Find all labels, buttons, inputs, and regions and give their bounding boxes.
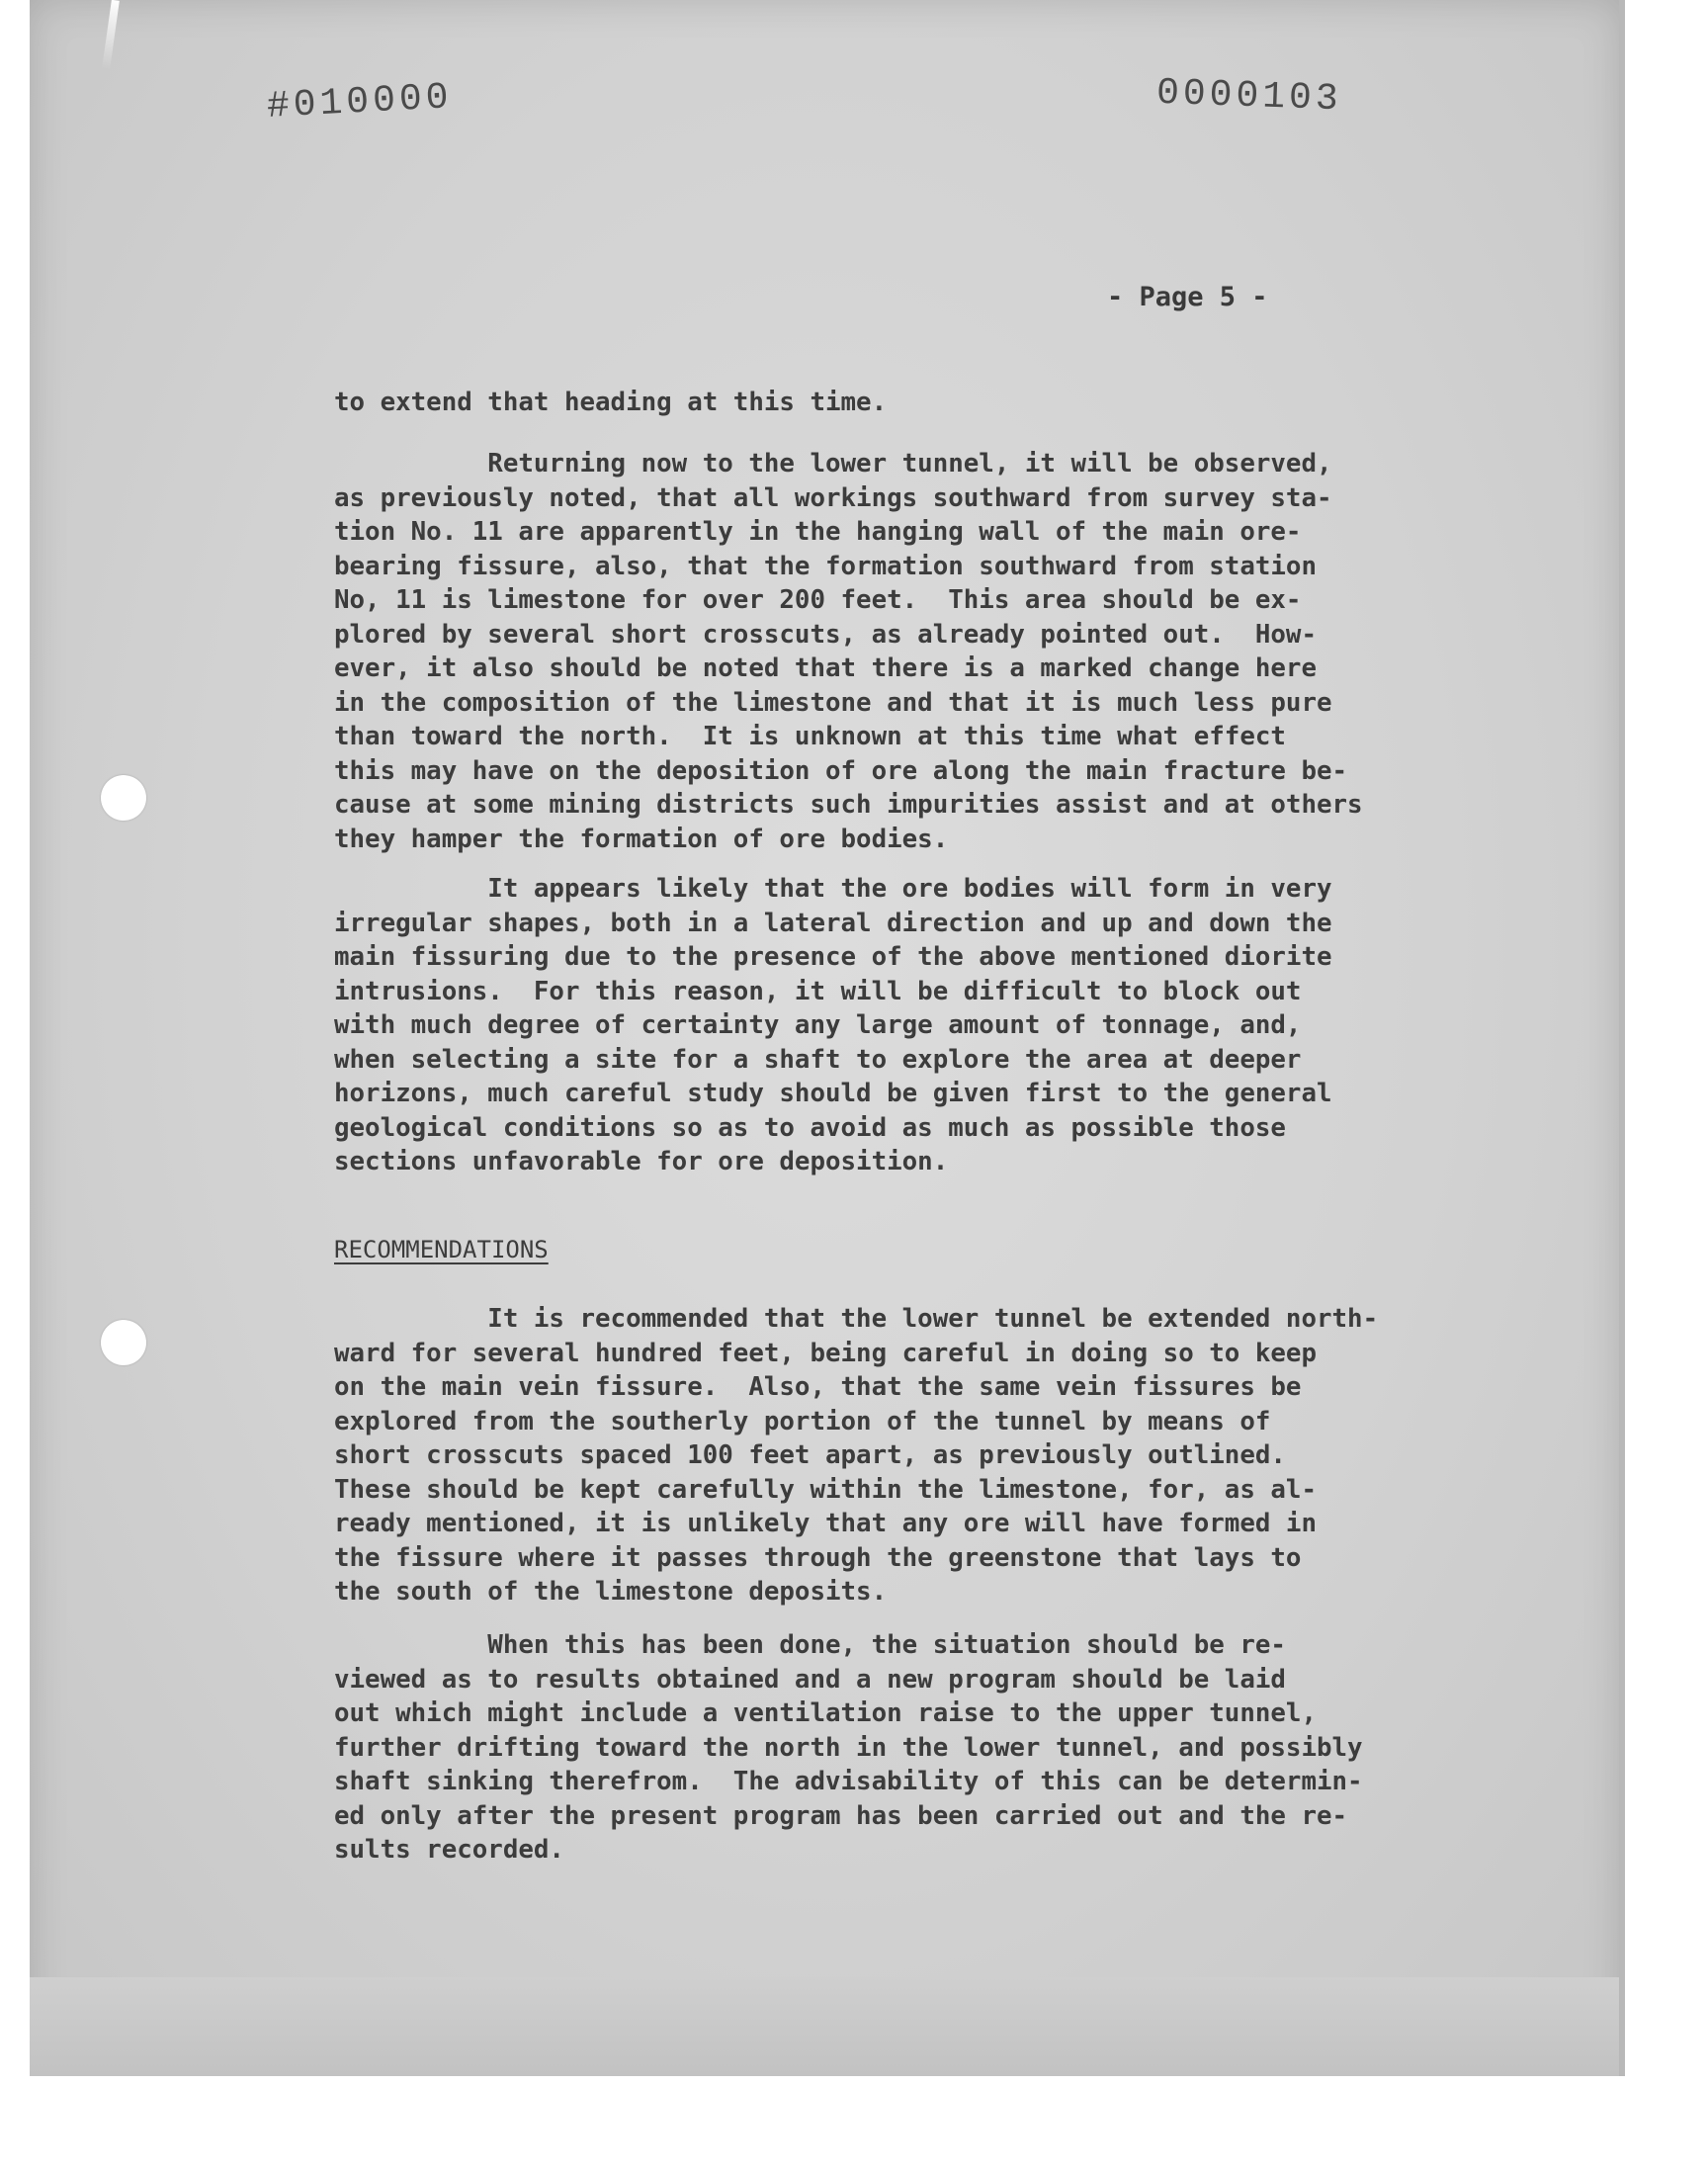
page-bottom-shadow <box>30 1977 1621 2076</box>
bates-number-right: 0000103 <box>1155 71 1343 122</box>
bates-number-left: #010000 <box>266 76 454 129</box>
paragraph-next-steps: When this has been done, the situation should be re- viewed as to results obtained and a new program should be laid out which might include a ventilation raise to the upper tunnel, further drifting toward the north in the lower tunnel, and possibly shaft sinking therefrom. The advisability of this can be determin- ed only after the present program has been carried out and the re- sults recorded. <box>334 1630 1363 1865</box>
section-heading-recommendations: RECOMMENDATIONS <box>334 1236 549 1263</box>
paragraph-continuation: to extend that heading at this time. <box>334 388 888 417</box>
page-number: - Page 5 - <box>1107 282 1268 312</box>
paragraph-recommendation: It is recommended that the lower tunnel be extended north- ward for several hundred feet, being careful in doing so to keep on the main vein fissure. Also, that the same vein fissures be explored from the southerly portion of the tunnel by means of short crosscuts spaced 100 feet apart, as previously outlined. These should be kept carefully within the limestone, for, as al- ready mentioned, it is unlikely that any ore will have formed in the fissure where it passes through the greenstone that lays to the south of the limestone deposits. <box>334 1304 1379 1607</box>
punch-hole <box>101 775 146 821</box>
page-edge <box>1619 0 1625 2076</box>
paragraph-ore-bodies: It appears likely that the ore bodies will form in very irregular shapes, both in a lateral direction and up and down the main fissuring due to the presence of the above mentioned diorite intrusions. For this reason, it will be difficult to block out with much degree of certainty any large amount of tonnage, and, when selecting a site for a shaft to explore the area at deeper horizons, much careful study should be given first to the general geological conditions so as to avoid as much as possible those sections unfavorable for ore deposition. <box>334 874 1332 1176</box>
punch-hole <box>101 1320 146 1365</box>
paragraph-lower-tunnel: Returning now to the lower tunnel, it will be observed, as previously noted, that all workings southward from survey sta- tion No. 11 are apparently in the hanging wall of the main ore- bearing fissure, also, that the formation southward from station No, 11 is limestone for over 200 feet. This area should be ex- plored by several short crosscuts, as already pointed out. How- ever, it also should be noted that there is a marked change here in the composition of the limestone and that it is much less pure than toward the north. It is unknown at this time what effect this may have on the deposition of ore along the main fracture be- cause at some mining districts such impurities assist and at others they hamper the formation of ore bodies. <box>334 449 1363 854</box>
